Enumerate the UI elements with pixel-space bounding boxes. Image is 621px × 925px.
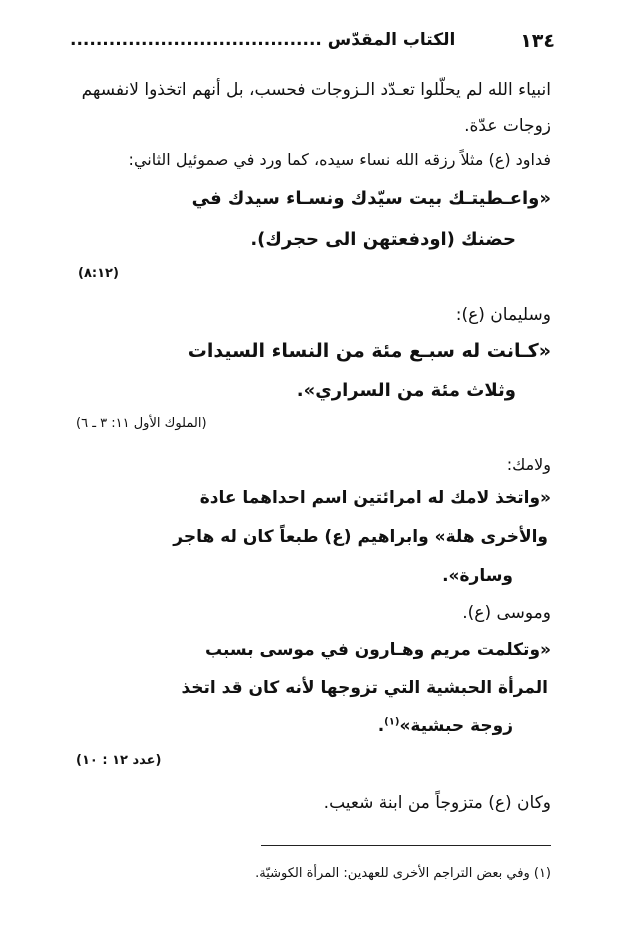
scripture-reference-1: (٨:١٢) xyxy=(78,266,119,281)
quote-line-5: «واتخذ لامك له امرائتين اسم احداهما عادة xyxy=(199,488,551,508)
quote-line-6: والأخرى هلة» وابراهيم (ع) طبعاً كان له هاجر xyxy=(173,527,548,547)
page-header xyxy=(70,30,555,58)
body-line-1: انبياء الله لم يحلّلوا تعـدّد الـزوجات فحسب، بل أنهم اتخذوا لانفسهم xyxy=(81,80,551,100)
body-line-4: وسليمان (ع): xyxy=(455,305,551,325)
body-line-6: وموسى (ع). xyxy=(462,603,551,623)
quote-line-4: وثلاث مئة من السراري». xyxy=(296,380,516,401)
body-line-5: ولامك: xyxy=(506,455,551,474)
footnote: (١) وفي بعض التراجم الأخرى للعهدين: المرأة الكوشيّة. xyxy=(255,866,551,881)
running-title: الكتاب المقدّس ....................................... xyxy=(70,30,456,50)
quote-end: . xyxy=(377,716,385,736)
quote-text: زوجة حبشية» xyxy=(399,716,513,736)
body-line-7: وكان (ع) متزوجاً من ابنة شعيب. xyxy=(323,793,551,813)
quote-line-7: وسارة». xyxy=(442,566,513,586)
page-number: ١٣٤ xyxy=(520,30,555,52)
scripture-reference-3: (عدد ١٢ : ١٠) xyxy=(76,753,162,768)
footnote-divider xyxy=(261,845,551,846)
quote-line-2: حضنك (اودفعتهن الى حجرك). xyxy=(250,229,516,250)
body-line-3: فداود (ع) مثلاً رزقه الله نساء سيده، كما ورد في صموئيل الثاني: xyxy=(128,150,551,169)
body-line-2: زوجات عدّة. xyxy=(464,116,551,136)
footnote-marker: (١) xyxy=(384,716,400,728)
quote-line-8: «وتكلمت مريم وهـارون في موسى بسبب xyxy=(204,640,551,660)
scripture-reference-2: (الملوك الأول ١١: ٣ ـ ٦) xyxy=(76,416,207,431)
quote-line-10 xyxy=(378,716,513,736)
quote-line-9: المرأة الحبشية التي تزوجها لأنه كان قد اتخذ xyxy=(181,678,548,698)
quote-line-3: «كـانت له سبـع مئة من النساء السيدات xyxy=(187,340,551,362)
quote-line-1: «واعـطيتـك بيت سيّدك ونسـاء سيدك في xyxy=(191,188,551,209)
